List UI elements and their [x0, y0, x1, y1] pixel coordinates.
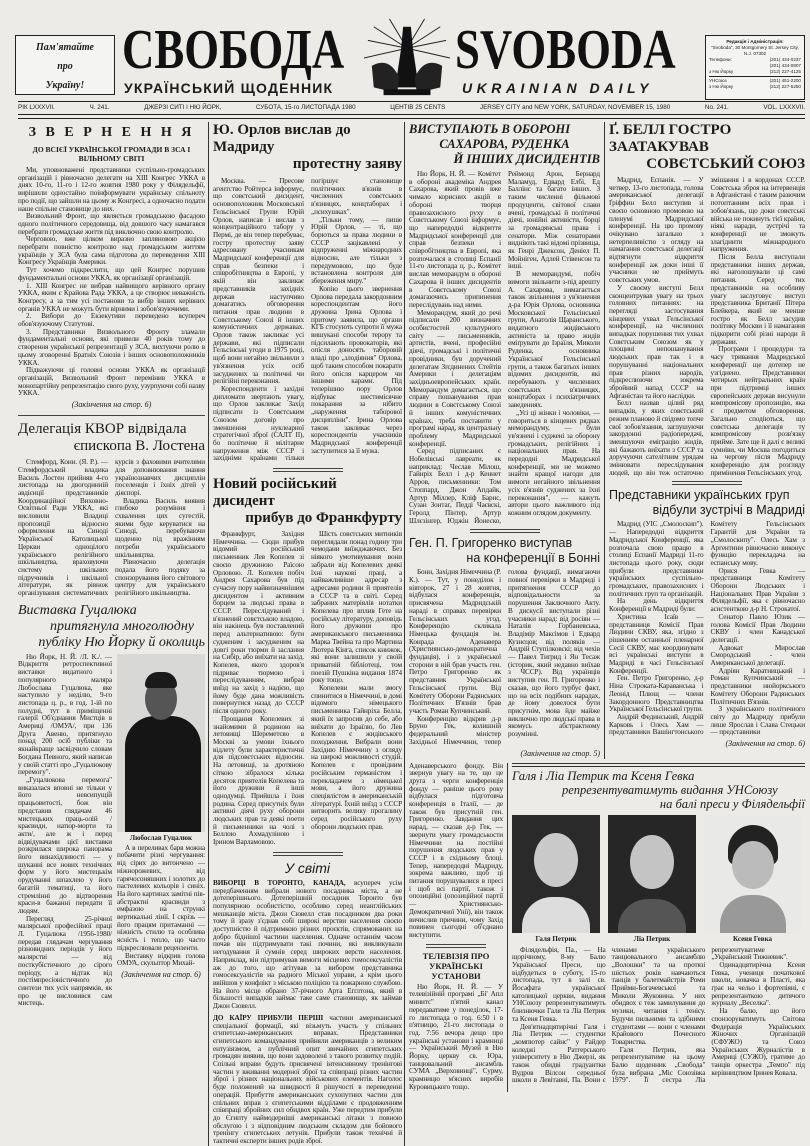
paragraph: Москва. — Пресове агентство Ройтерса інформує, що совєтський дисидент, основоположник Московської Гельсінської Групи Юрій Орлов, написав і вислав з концентраційного табору у Пермі, де він тепер перебуває, гостру протестну заяву адресовану учасникам Мадридської конференції для справ безпеки і співробітництва в Европі, у якій він закликає представників західніх держав наступчиво домагатись обговорення питання прав людини в Совєтському Союзі й інших комуністичних державах. Орлов також закликає усі держави, які підписали Гельсінські угоди в 1975 році, щоб вони негайно звільнили з ув'язнення усіх осіб засуджених за політичні чи релігійні переконання.: [213, 177, 304, 386]
paragraph: Ню Йорк, Н. Й. /Л. К./. — Відкриття ретроспективної виставки видатного і популярного маляра Любослава Гуцалюка, яке наступило у неділю, 9-го листопада ц. р., в год. 1-ій по полудні, тут в приміщенні галерії Об'єднання Мистців в Америці /ОМУА/, при 136 Друга Авеню, притягнуло понад 200 осіб публіки та якнайкраще засвідчило словам Богдана Певного, який написав у своїй статті про „Гуцалюкову перемогу".: [18, 652, 112, 777]
masthead-title-cyrillic: СВОБОДА: [122, 19, 345, 81]
paragraph: Стемфорд, Конн. (Я. Р.). — Стемфордський владика Василь Лостен прийняв 4-го листопада на двогодинній авдієнції представників Координаційної Виховно-Освітньої Ради УККА, які висловили Владиці пропозиції відносно оформлення на Синоді Української Католицької Церкви одноцілого українського релігійного шкільництва, враховуючи систему шкільних підручників і шкільної літератури, як рівнож організування систематичних курсів з фаховими вчителями для доповнювання знання українознавчих дисциплін поселенців і їхніх дітей у діяспорі.: [18, 458, 205, 598]
contact-label: УНСоюз: [709, 78, 727, 83]
article-title: САХАРОВА, РУДЕНКА: [439, 137, 570, 151]
contact-row: [709, 69, 801, 75]
paragraph: Ген. Петро Григоренко, д-р Ніна Строката-Караванська і Леонід Плющ — члени Закордонного Представництва Української Гельсінської групи.: [609, 674, 704, 714]
article-title: Виставка Гуцалюка: [18, 602, 137, 618]
paragraph: Адвокат Мирослав Смородський - член Американської делегації.: [710, 643, 805, 668]
news-text: частини американської спеціальної формації, які візьмуть участь у спільних єгипетсько-американських вправах. Представники єгипетського командування прийняли американців з великим ентузіязмом, а публічний опит звичайних єгипетських громадян виявив, що вони задоволені з такого розвитку подій. Спільні вправи будуть присвячені інтенсивному тренінгові частин у вживанні модерної зброї та співпраці різних частин зброї і різних національних військових елементів. Наголос буде положений на швидкості й рішучості в переведенні операцій. Прибуття американських сухопутних частин для спільних вправ з єгипетськими відділами є продовженням співпраці збройних сил обидвох країн. Уже передтим прибули до Єгипту наймодерніші американські літаки з повною обслугою і з відповідним людським складом для бойового тренінгу єгипетських летунів. Прибули також технічні й тактичні експерти інших родів зброї.: [213, 1013, 402, 1146]
contact-phone: (212) 227-4125: [769, 69, 801, 74]
article-orlov: [213, 122, 402, 463]
paragraph: „Гуцалюкова перемога" виказалася вповні не тільки у його невсипущій працьовитості, бож він представив глядачам 46 мистецьких праць-олій /краєвиди, натюр-морти та акти/, але ж і перед відвідувачами цієї виставки розкрилася широка панорама його винахідливості — у шуканні все нових технічних форм у його мистецькім орудуванні шпахлею у його багатій тематиці, та його стремлінні до відтворення краси-в бажанні передати її людям.: [18, 776, 112, 915]
paragraph: Мадрид, Еспанія. — У четвер, 13-го листопада, голова американської делегації Ґріффин Белл виступив зі своєю основною промовою на пленумі Мадридської конференції. На цю промову очікувано загально з нетерпеливістю з огляду на намагання совєтської делегації відтягнути відкриття конференції аж доки інші її учасники не приймуть совєтських умов.: [609, 176, 704, 285]
contact-phone: (212) 227-5250: [769, 84, 801, 89]
article-title: Галя і Ліа Петрик та Ксеня Гевка: [512, 768, 695, 783]
masthead-double-rule: [18, 114, 805, 119]
article-new-dissident: [213, 468, 402, 847]
photo-lia-petryk: [608, 815, 696, 933]
article-title: єпископа В. Лостена: [73, 438, 205, 455]
column-center-left: [208, 122, 405, 1146]
news-item: [213, 880, 402, 1011]
paragraph: Виставку відкрив голова ОМУА, скульптор Михай-: [117, 951, 205, 968]
paragraph: Кореспонденти і західні дипломати звертають увагу, що Орлов закликає Захід підписати із Совєтським Союзом договір про зменшення нуклеарної стратегічної зброї (САЛТ II), бо політичне й мілітарне напруження між СССР і західніми країнами тільки погіршує становище політичних в'язнів в численних совєтських в'язницях, концтаборах і „психушках".: [213, 177, 402, 463]
paragraph: Шість совєтських митників переглядали понад годину три чемодани виїжджаючих. Без ніякого умотивування вони забрали від Копелевих деякі їхні наукові праці, а найважливіше адресар з адресами родини й приятелів в СССР та в світі. Серед забраних матеріялів нотатки Копелева про вплив Гете на російську літературу, доповідь його дружини про американського письменника Марка Твейна та про Мартина Лютера Кінга, список книжок, які вони залишили у своїй приватній бібліотеці, том поезій Пушкіна видання 1874 року тощо.: [311, 530, 402, 685]
paragraph: Франкфурт, Західня Німеччина. — Сюди прибув відомий російський письменник Лев Копелев зі своєю дружиною Раїсою Орловою. Л. Копелев побіч Андрея Сахарова був під сучасну пору найвизначнішим дисидентом і активним борцем за людські права в СССР. Переслідуваний і в'язнений совєтською владою, він накінець був поставлений перед альтернативою: бути судженим і засудженим на довгі роки тюрми й заслання на Сибір, або виїхати на захід. Копелев, якого здоров'я підриває тюрмою і переслідуванням, вибрав виїзд на захід з надією, що йому буде дана можливість повернутися назад до СССР після одного року.: [213, 530, 304, 716]
continued-link[interactable]: (Закінчення на стор. 6): [725, 739, 805, 749]
article-title: репрезентуватимуть видання УНСоюзу: [562, 782, 778, 797]
photo-ksenia-hevka: [704, 815, 801, 933]
photo-caption: Любослав Гуцалюк: [129, 833, 193, 842]
decorative-rule: [273, 468, 343, 472]
column-left: [18, 122, 205, 1008]
section-double-rule: [512, 763, 805, 767]
paragraph: Мадрид (УІС „Смолоскип"). — Напередодні відкриття Мадридської Конференції, яка розпочала свою працю в столиці Еспанії Мадриді 11-го листопада цього року, сюди прибули представники українських суспільно-громадських, правозахисних і політичних груп та організацій.: [609, 520, 704, 598]
decorative-rule: [470, 529, 540, 533]
article-title: на конференції в Бонні: [466, 551, 600, 566]
section-rule: [18, 415, 205, 416]
article-ukrainian-reps: [609, 481, 805, 749]
stack-c: [409, 122, 605, 759]
paragraph: 1. XIII Конгрес не вибрав найвищого керівного органу УККА, яким є Крайова Рада УККА, а це створює неважність Конгресу, а за тим усі постанови та вибір інших керівних органів УККА не можуть бути вірними і зобов'язуючими.: [18, 281, 205, 313]
news-lead: ДО КАЇРУ ПРИБУЛИ ПЕРШІ: [213, 1013, 324, 1022]
contact-label: з Ню Йорку: [709, 69, 734, 74]
paragraph: Галя Петрик, яка репрезентуватиме на цьому Балю щоденник „Свобода" була вибрана „Міс Союзівка 1979". Її сестра Ліа репрезентуватиме „Український Тижневик".: [611, 945, 788, 1085]
article-title: З В Е Р Н Е Н Н Я: [28, 125, 195, 140]
paragraph: Одинадцятирічна Ксеня Гевка, учениця початкової школи, новачка в Пласті, яка грає на чельо і фортепіяні, є репрезентанткою дитячого журналу „Веселка".: [711, 960, 805, 1008]
article-bell: [609, 122, 805, 477]
paragraph: Копелеви мали змогу спинитися в Німеччині, в домі відомого німецького письменника Гайнріха Белла, який їх запросив до себе, або виїхати до Ізраїлю, бо Лев Копелев є жидівського походження. Вибрали вони Західню Німеччину з огляду на широкі можливості студій. Копелев є провідним російським германістом і перекладачем з німецької мови, а його дружина спеціялістом в американській літературі. Їхній виїзд з СССР витворить велику прогалину серед російського руху оборони людських прав.: [311, 684, 402, 831]
article-title: відбули зустрічі в Мадриді: [652, 503, 805, 518]
photo-caption: Галя Петрик: [535, 934, 577, 943]
paragraph: А в переливах барв можна побачити різні чергування: від сірих до витонченo — ніжнорожевих, від гарячосоняшних і золотих до пастелевих кольорів і синіх. На його картинах замітні пів-абстрактні красвиди з емфазою на стрункі вертикальні лінії. І скрізь — його працям притаманні — ніжність стилю та особлива ясність і тепло, що часто підкреслювали рецензенти.: [117, 843, 205, 952]
article-body: [409, 171, 600, 525]
paragraph: „Усі ці жінки і чоловіки, — говориться в кінцевих рядках меморандуму, — були ув'язнені і суджені за оборону громадських, релігійних і національних прав. На передодні Мадридської конференції, ми не можемо знайти кращої нагоди для вимоги негайного звільнення усіх в'язнів суджених за їхні переконання", — кажуть автори цього важливого під кожним оглядом документу.: [508, 408, 600, 517]
price: ЦЕНТІВ 25 CENTS: [390, 104, 446, 111]
paragraph: В меморандумі, побіч вимоги звільнити з-під арешту А. Сахарова, вимагається також звільнення з ув'язнення д-ра Юрія Орлова, основника Московської Гельсінської групи, Анатолія Щаранського, видатного жидівського активіста за право жидів еміґрувати до Ізраїля, Миколи Руденка, основника Української Гельсінської групи, а також багатьох інших відомих дисидентів, які перебувають у численних совєтських в'язницях, концтаборах і психіатричних заведеннях.: [508, 270, 600, 410]
article-title: Й ІНШИХ ДИСИДЕНТІВ: [453, 152, 600, 166]
article-exhibition: [18, 603, 205, 1008]
slogan-line: про: [57, 61, 73, 72]
article-grigorenko: [409, 529, 600, 758]
contact-phone: (201) 434-0807: [769, 63, 801, 68]
trident-liberty-emblem-icon: [364, 18, 450, 98]
decorative-rule: [273, 852, 343, 856]
paragraph: „Тільки тому, — пише Юрій Орлов, — ті, що борються за права людини в СССР зацікавлені у відпруженні міжнародних відносин, але тільки з передумовою, що буде встановлена контроля для збереження миру.": [311, 215, 402, 286]
article-body: [409, 569, 600, 746]
article-title: на балі преси у Філядельфії: [659, 796, 805, 811]
news-item: [213, 1015, 402, 1146]
paragraph: Конференцію відкрив д-р Бруно Гек, колишній федеральний міністер Західньої Німеччини, тепер голова фундації, вимагаючи повної перевірки в Мадриді і притягнення СССР до відповідальности за порушення Заключного Акту. В дискусії виступали різні учасники нарад: від росіян — Наталія Горбаневська, Владімір Максімов і Едвард Кузнєцов; від поляків — Андрій Ступілковскі; від чехів — Павел Тиґрид і Ян Тесаж (історик, який недавно виїхав з ЧССР). Від українців виступив ген. П. Григоренко і сказав, що його турбує факт, що на всіх подібних нарадах, де йому довелося бути присутнім, мова йде майже виключно про людські права в якомусь абстрактному розумінні.: [409, 568, 600, 746]
article-body: [213, 880, 402, 1146]
paragraph: Орися Гевка — представниця Комітету Оборони Людських і Національних Прав України з Філядельфії, яка є рівночасно асистенткою д-р Н. Строкатої.: [710, 566, 805, 614]
article-body: [18, 167, 205, 398]
article-title: протестну заяву: [292, 156, 402, 172]
paragraph: Філядельфія, Па., — На щорічному, 8-му Балю Української Преси, що відбудеться в суботу, 15-го листопада, тут в залі св. Йосафата української католицької церкви, видання УНСоюзу репрезентуватимуть близнючки Галя та Ліа Петрик та Ксеня Гевка.: [512, 945, 606, 1023]
paragraph: Програми і процедури та часу тривання Мадридської конференції ще дотепер не узгіднено. Представники чотирьох нейтральних країн при підтримці інших європейських держав висунули компромісову пропозицію, яка є предметом обговорення. Загально сподіються, що совєтська делегація ту компромісову розв'язку прийме. Зате ще й далі є великі сумніви, чи Москва погодиться на чергову після Мадриду конференцію для розгляду примінення Гельсінських угод.: [710, 345, 805, 477]
article-body-side: [117, 845, 205, 968]
paragraph: Адріян Каратницький і Роман Купчинський — представники нюйоркського Комітету Оборони Радянських Політичних В'язнів.: [710, 666, 805, 706]
paragraph: Перегляд 25-річної малярської професійної праці Л. Гуцалюка /1956-1980/ передав глядачам чергування різновидних періодів у його малярстві — від посткубістичного до сірого періоду, а відтак від постімпресіоністичного до синтези тих усіх напрямків, як про це висловився сам мистець.: [18, 914, 112, 1008]
photo-caption: Ліа Петрик: [633, 934, 671, 943]
contact-row: [709, 84, 801, 90]
paragraph: Рівночасно делегація подала його подяку за спонзорування його світового центру для українського релігійного шкільництва.: [115, 558, 205, 598]
masthead-subtitle-cyrillic: УКРАЇНСЬКИЙ ЩОДЕННИК: [124, 80, 334, 96]
date-ua: СУБОТА, 15-го ЛИСТОПАДА 1980: [255, 104, 356, 111]
paragraph: Копію цього звернення Орлова передала закордонним кореспондентам його дружина Ірина Орлова і притому заявила, що органи КГБ стосують супроти її мужа вишукані способи терору та підсилають провокаторів, які опісля доносять таборовій владі про „злодіяння" Орлова, щоб таким способом покарати його опісля карцером чи іншими карами. Під теперішню пору Орлов відбуває шестимісячне покарання за нібито „наруження таборової дисципліни". Ірина Орлова також закликає через кореспондентів учасників Мадридської конференції заступитися за її мужа.: [311, 284, 402, 455]
paragraph: З українського політичного світу до Мадриду прибули лише Ярослав і Слава Стецьки — представники: [710, 705, 805, 737]
decorative-rule: [672, 481, 742, 485]
paragraph: 2. Вибори до Екзекутиви переведено всупереч обов'язуючому Статутові.: [18, 312, 205, 329]
article-in-the-world: [213, 852, 402, 1146]
contact-address: "Svoboda", 30 Montgomery St. Jersey City, N.J. 07302: [711, 45, 799, 56]
news-text: всупереч усім передбаченням вибрали нового посадника міста, а не дотеперішнього. Дотеперішній посадник Торонто був популярною особистістю, особливо серед неанглійських мешканців міста. Джон Сювелл став посадником два роки тому й зразу з'єднав собі широкі верстви населення своєю доступністю й підтримкою різних проєктів, спрямованих на добро біднішої частини населення. Одначе останнім часом почав він підтримувати такі почини, які викликували негодування й сумнів серед широких верств населення. Наприклад, він підтримував вимоги місцевих гомосексуалістів аж до того, що агітував за вибором представника гомосексуалістів на радного Міської управи, а крім цього ввійшов у конфлікт з міською поліцією та пожарною службою. На його місце обрано 37-річного Арта Еґґлтона, який в більшості випадків займає таке саме становище, як займав Джон Сювелл.: [213, 878, 402, 1011]
paragraph: Меморандум, який до речі підписали 200 визначних особистостей культурного світу — письменників, артистів, вчені, професійні діячі, громадські і політичні провідники, був доручений делегатам Зґєдинених Стейтів Америки і делегаціям західньоевропейських країн. Меморандум домагається, що справу пошанування прав людини в Совєтському Союзі й інших комуністичних країнах, треба поставити у програмі нарад, як центральну проблему Мадридської конференції.: [409, 308, 501, 448]
grigorenko-continuation: [409, 763, 503, 940]
paragraph: Прощання Копелевих зі знайомими й родиною на летовищі Шереметєво в Москві за умови їхнього відлету були характеристичні для підсовєтських відносин. На летовищі, за дротяною сіткою зібралося кілька десяток приятелів Копелева та його дружини й інші однодумці. Прийшла і їхня родина. Серед присутніх були активні діячі руху оборони людських прав та деякі поети й письменники на чолі з Беллою Ахмадуліною і Ірином Варламовою.: [213, 714, 304, 847]
tv-article-title: ТЕЛЕВІЗІЯ ПРО УКРАЇНСЬКІ УСТАНОВИ: [422, 950, 490, 981]
paragraph: Аденаверського фонду. Він звернув увагу на те, що це друга з черги конференція фонду — раніше цього року відбулася підготовча конференція в Італії, — де також був присутній ген. Григоренко. Завдання цих нарад, — сказав д-р Гек, — звернути увагу громадськости Німеччини на постійні порушення людських прав у СССР і в східньому блоці. Тепер, напередодні Мадриду, зокрема важливо, щоб ці питання порушувалися в пресі і щоб всі партії, також і опозиційні (опозиційної партії — Християнсько-Демократичної Унії), він також вичислив причини, чому Захід повинен сьогодні об'єднано виступити.: [409, 761, 503, 939]
paragraph: Белл назвав цілий ряд випадків, у яких совєтський режим планово й свідомо топче свої зобов'язання, заглушуючи закордонні радіопередачі, зменшуючи еміграцію жидів, які бажають виїхати з СССР та доручуючи сателітним урядам змінювати переслідування людей, що він теж остаточно змішання і в кордонах СССР. Совєтська зброя на інтервенція в Афганістані є таким разючим потоптанням всіх прав і зобов'язань, що доки совєтські війська не покинуть тієї країни, ніякі наради, зустрічі та конференції не зможуть злагіднити міжнародного напруження.: [609, 176, 805, 477]
decorative-rule: [426, 944, 486, 948]
article-press-ball: [508, 763, 805, 1092]
masthead-slogan-box: [15, 35, 115, 95]
article-body: [18, 459, 205, 598]
paragraph: Андрій Фединський, Андрій Карковь і Олесь Хам — представники Вашінгтонського Комітету Гельсінських Гарантій для України та „Смолоскипу". Олесь Хам з Аргентини рівночасно виконує функцію перекладача на еспанську мову.: [609, 520, 805, 737]
paragraph: На балю, що його спонзоруватимуть Світова Федерація Українських Жіночих Організацій (СФУЖО) та Союз Українських Журналістів в Америці (СУЖО), гратиме до танців оркестра „Темпо" під керівництвом Іринея Ковала.: [711, 1007, 805, 1077]
slogan-line: Пам'ятайте: [36, 42, 94, 53]
photo-galya-petryk: [512, 815, 600, 933]
continued-link[interactable]: (Закінчення на стор. 6): [121, 970, 201, 979]
continued-link[interactable]: (Закінчення на стор. 6): [71, 400, 152, 410]
article-title: Ген. П. Григоренко виступав: [409, 536, 573, 551]
article-title: Новий російський дисидент: [213, 476, 337, 510]
paragraph: Ню Йорк, Н. Й. — Комітет в обороні академіка Андрея Сахарова, який провів вже чимало корисних акцій в обороні творця правозахисного руху в Совєтському Союзі інформує, що напередодні відкриття Мадридської конференції для справ безпеки і співробітництва в Европі, яка розпочалася в столиці Еспанії 11-го листопада ц. р., Комітет вислав меморандум в обороні Сахарова й інших дисидентів в Совєтському Союзі домагаючись припинення переслідувань над ними.: [409, 170, 501, 309]
narrow-column: [409, 763, 508, 1092]
article-body: [609, 521, 805, 737]
paragraph: Тут хочемо підкреслити, що цей Конгрес порушив фундаментальні основи УККА, як організації організацій.: [18, 266, 205, 282]
contact-phone: (201) 434-0237: [769, 57, 801, 62]
article-title: СОВЄТСЬКИЙ СОЮЗ: [646, 156, 805, 172]
masthead-subtitle-latin: UKRAINIAN DAILY: [462, 80, 653, 96]
paragraph: Черговою, вже цілком виразно запляновою акцією перебрати повністю контролю над громадським життям українців у ЗСА була сама підготова до переведення XIII Конгресу Українців Америки.: [18, 235, 205, 267]
paragraph: Бонн, Західня Німеччина (Р. К.). — Тут, у понеділок і вівторок, 27 і 28 жовтня, відбулася конференція, присвячена Мадридській нараді в справах перевірки Гельсінських угод. Конференцію скликала Німецька фундація ім. Конрада Аденавера (Християнсько-демократична фундація), і з української сторони в ній брав участь ген. Петро Григоренко як представник Української Гельсінської групи. Від Комітету Оборони Радянських Політичних В'язнів брав участь Роман Купчинський.: [409, 568, 501, 715]
paragraph: Ню Йорк, Н. Й. — У телевізійній програмі „Бі' Апл минитс" п'ятий канал передаватиме у понеділок, 17-го листопада о год. 6:50 і в п'ятницю, 21-го листопада о год. 7:56 вечора дещо про українські установи і крамниці — Український Музей в Ню Йорку, церкву св. Юра, танцювальний ансамбль СУМА „Верховинці", Сурму, крамницю м'ясних виробів Куровицького тощо.: [409, 982, 503, 1091]
photo-artist: [117, 654, 205, 832]
article-title: прибув до Франкфурту: [245, 510, 402, 527]
news-lead: ВИБОРЦІ В ТОРОНТО, КАНАДА,: [213, 878, 346, 887]
slogan-line: Україну!: [45, 80, 85, 91]
article-title: Делегація КВОР відвідала: [18, 421, 187, 438]
article-subtitle: ДО ВСІЄЇ УКРАЇНСЬКОЇ ГРОМАДИ В ЗСА І ВІЛЬНОМУ СВІТІ: [32, 145, 191, 163]
article-body: [213, 178, 402, 463]
continued-link[interactable]: (Закінчення на стор. 5): [520, 748, 600, 758]
date-en: JERSEY CITY and NEW YORK, SATURDAY, NOVEMBER 15, 1980: [479, 104, 671, 111]
paragraph: Після Белла виступали представники інших держав, які наголошували ці самі питання. Серед тих представників на особливу увагу заслуговує виступ представника Британії Пітера Блейкера, який не менше гостро як Белл засудив політику Москви і її намагання підкорити собі різні народи й держави.: [710, 253, 805, 346]
contact-heading: Редакція і Адміністрація:: [726, 39, 784, 44]
article-title: ВИСТУПАЮТЬ В ОБОРОНІ: [409, 122, 571, 136]
column-right: [409, 122, 805, 1092]
paragraph: Ми, уповноважені представники суспільно-громадських організацій і рівночасно делегати на XIII Конгрес УККА в днях 10-го, 11-го і 12-го жовтня 1980 року у Філядельфії, вирішили одностайно поінформувати українську спільноту про події, що зайшли на цьому ж Конгресі, а одночасно подати наше спільне становище до них.: [18, 166, 205, 213]
paragraph: Сенатор Павло Юзик — голова Комісії Прав Людини СКВУ і член Канадської делегації.: [710, 612, 805, 644]
article-delegation: [18, 421, 205, 598]
paragraph: Христина Ісаїв — представниця Комісії Прав Людини СКВУ, яка, згідно з рішенням останньої пленарної Сесії СКВУ, має координувати всі українські виступи в Мадриді в часі Гельсінської Конференції.: [609, 612, 704, 675]
issue-info-bar: [18, 101, 805, 113]
paragraph: У своєму виступі Белл сконцентрував увагу на трьох головних питаннях: на перегляді застосування кінцевих ухвал Гельсінської конференції, на численних випадках порушення тих ухвал Совєтським Союзом як у площині непошанування людських прав так і в порушуванні національних прав різних народів, підкреслюючи зокрема збройний напад СССР на Афганістан та його наслідки.: [609, 283, 704, 400]
article-defense-dissidents: [409, 122, 600, 525]
article-body: [213, 531, 402, 847]
tv-article-body: [409, 984, 503, 1092]
city-ua: ДЖЕРЗІ СИТІ І НЮ ЙОРК,: [144, 104, 222, 111]
paragraph: Визвольний Фронт, що являється громадською фасадою одного політичного середовища, від довшого часу намагався перебрати громадське життя під виключно свою контролю.: [18, 212, 205, 236]
article-body: [609, 177, 805, 477]
article-body: [512, 947, 805, 1086]
contact-label: з Ню Йорку: [709, 84, 734, 89]
issue-number: Ч. 241.: [89, 104, 110, 111]
issue-number-en: No. 241.: [704, 104, 729, 111]
article-title: Ю. Орлов вислав до Мадриду: [213, 122, 351, 155]
article-title: Представники українських груп: [609, 488, 790, 503]
stack-d: [605, 122, 805, 759]
article-title: притягнула многолюдну: [50, 618, 195, 634]
paragraph: Дев'ятнадцятирічні Галя і Ліа Петрик — студентки „компютер сайнс" у Райдер коледжі Ратгерського університету в Ню Джерзі, як також обидві градуантки Вудров Вілсон середньої школи в Левітавні, Па. Вони є членами українського танцювального ансамблю „Волошки" та на протязі шістьох років навчаються танців у балетмайстрів Роми Прийми-Богачевської та Миколи Жуковина. У них обидвох є теж замилування до музики, читання і тенісу. Будучи пильними та здібними студентами — вони є членами Крайового Почесного Товариства.: [512, 945, 706, 1085]
article-appeal: [18, 122, 205, 410]
paragraph: Серед підписаних є Нобелівські лавреати, як наприклад: Чеслав Мілош, Гайнріх Белл і д-р Кеннет Арров, письменники: Том Стоппард, Джон Апдайк, Артур Міллер, Кліф Барнс, Сузан Зонтаґ, Педді Чаєвскі, Геролд Пінтер, Артур Шлєзінґер, Юджін Йонеско, Реймонд Арон, Бернард Маламуд, Едвард Елбі, Ед Баллінс та багато інших. З таким численні фільмові продуценти, світової слави вчені, громадські й політичні діячі, юнійні активісти, борці за громадянські права і сенатори. Між сенаторами видніють такі відомі прізвища, як Генрі Джексон, Деніел П. Мойніген, Адлей Стівенсон та інші.: [409, 170, 600, 525]
paragraph: На день відкриття Конференції в Мадриді були:: [609, 597, 704, 614]
photo-caption: Ксеня Гевка: [732, 934, 772, 943]
contact-box: [705, 35, 805, 100]
contact-phone: (201) 451-2200: [769, 78, 801, 83]
article-title: Ґ. БЕЛЛ ГОСТРО ЗААТАКУВАВ: [609, 122, 732, 155]
paragraph: Владика Василь виявив глибоке розуміння і схвалення цих сугестій, якими буде керуватися на Синоді, перебуваючи щоденно під вражінням потреби українського шкільництва.: [115, 496, 205, 559]
article-title: публіку Ню Йорку й околиць: [38, 634, 205, 650]
article-title: У світі: [284, 859, 331, 876]
contact-label: Телефони:: [709, 57, 732, 62]
masthead-title-latin: SVOBODA: [455, 19, 676, 81]
paragraph: 3. Представники Визвольного Фронту зламали фундаментальні основи, які привели 40 років тому до створення української репрезентації у ЗСА, вихтуючи ролю в цьому зговоренні Братніх Союзів і інших основоположників УККА.: [18, 327, 205, 367]
year: РІК LXXXVII.: [18, 104, 55, 111]
volume: VOL. LXXXVII.: [763, 104, 805, 111]
article-body: [18, 654, 112, 1008]
paragraph: Підважуючи ці головні основи УККА як організації організацій, Визвольний Фронт перемінив УККА в монопартійну репрезентацію свого руху, узурпуючи собі назву УККА.: [18, 366, 205, 398]
